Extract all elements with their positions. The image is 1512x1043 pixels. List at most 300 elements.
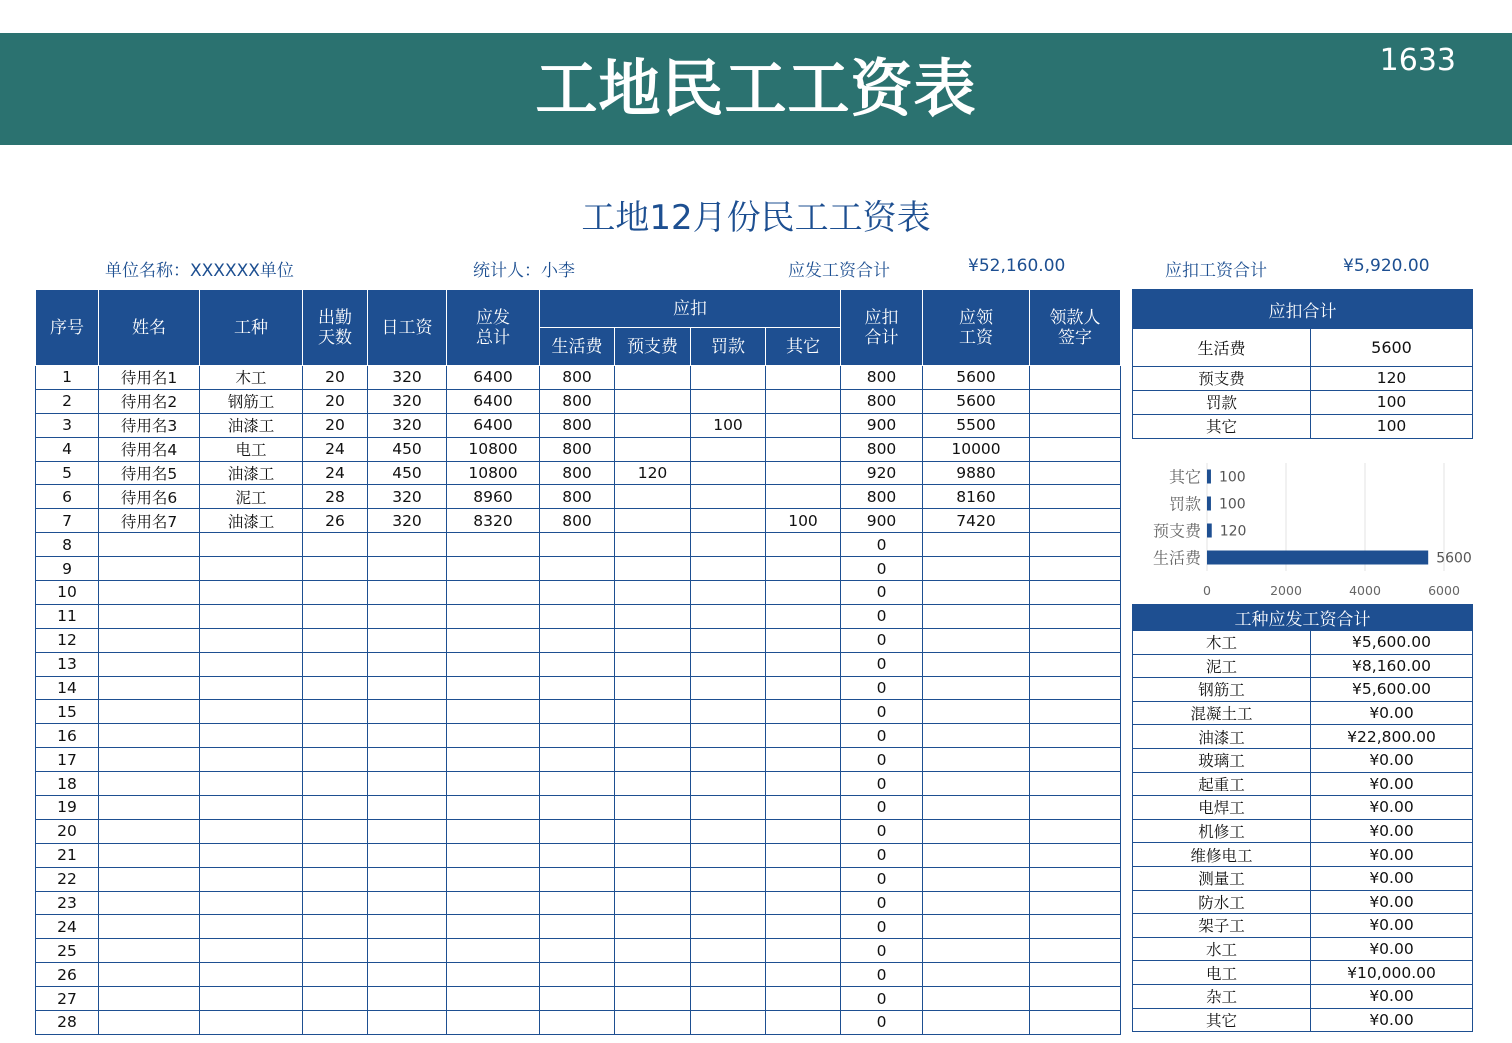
cell-daily-wage[interactable] xyxy=(368,867,447,891)
cell-fine[interactable] xyxy=(691,509,766,533)
cell-deduct-total[interactable]: 0 xyxy=(841,772,923,796)
cell-fine[interactable] xyxy=(691,700,766,724)
cell-signature[interactable] xyxy=(1030,628,1121,652)
cell-deduct-total[interactable]: 0 xyxy=(841,1011,923,1035)
cell-fine[interactable] xyxy=(691,963,766,987)
cell-other[interactable] xyxy=(766,581,841,605)
cell-gross-total[interactable]: 8960 xyxy=(447,485,540,509)
cell-seq[interactable]: 26 xyxy=(36,963,99,987)
cell-seq[interactable]: 7 xyxy=(36,509,99,533)
cell-gross-total[interactable]: 10800 xyxy=(447,461,540,485)
cell-net-wage[interactable] xyxy=(923,819,1030,843)
cell-living[interactable] xyxy=(540,939,615,963)
cell-name[interactable] xyxy=(99,700,200,724)
cell-daily-wage[interactable] xyxy=(368,772,447,796)
cell-deduct-total[interactable]: 0 xyxy=(841,700,923,724)
cell-days[interactable] xyxy=(303,1011,368,1035)
cell-daily-wage[interactable] xyxy=(368,652,447,676)
cell-living[interactable] xyxy=(540,867,615,891)
cell-signature[interactable] xyxy=(1030,676,1121,700)
cell-signature[interactable] xyxy=(1030,366,1121,390)
cell-advance[interactable] xyxy=(615,604,691,628)
cell-other[interactable] xyxy=(766,987,841,1011)
cell-seq[interactable]: 18 xyxy=(36,772,99,796)
cell-fine[interactable] xyxy=(691,748,766,772)
cell-gross-total[interactable] xyxy=(447,843,540,867)
cell-seq[interactable]: 6 xyxy=(36,485,99,509)
cell-daily-wage[interactable] xyxy=(368,676,447,700)
cell-fine[interactable] xyxy=(691,939,766,963)
cell-advance[interactable] xyxy=(615,724,691,748)
cell-fine[interactable] xyxy=(691,843,766,867)
cell-days[interactable] xyxy=(303,867,368,891)
cell-type[interactable] xyxy=(200,891,303,915)
cell-gross-total[interactable] xyxy=(447,604,540,628)
cell-deduct-total[interactable]: 0 xyxy=(841,963,923,987)
cell-gross-total[interactable] xyxy=(447,772,540,796)
cell-name[interactable]: 待用名4 xyxy=(99,437,200,461)
cell-seq[interactable]: 15 xyxy=(36,700,99,724)
cell-name[interactable] xyxy=(99,724,200,748)
cell-type[interactable]: 电工 xyxy=(200,437,303,461)
cell-living[interactable] xyxy=(540,724,615,748)
cell-daily-wage[interactable]: 320 xyxy=(368,389,447,413)
cell-signature[interactable] xyxy=(1030,581,1121,605)
cell-fine[interactable] xyxy=(691,581,766,605)
cell-name[interactable]: 待用名7 xyxy=(99,509,200,533)
cell-type[interactable] xyxy=(200,581,303,605)
cell-deduct-total[interactable]: 0 xyxy=(841,652,923,676)
cell-net-wage[interactable] xyxy=(923,557,1030,581)
cell-daily-wage[interactable] xyxy=(368,700,447,724)
cell-deduct-total[interactable]: 0 xyxy=(841,748,923,772)
cell-gross-total[interactable] xyxy=(447,700,540,724)
cell-daily-wage[interactable] xyxy=(368,557,447,581)
cell-signature[interactable] xyxy=(1030,413,1121,437)
cell-other[interactable] xyxy=(766,676,841,700)
cell-seq[interactable]: 13 xyxy=(36,652,99,676)
cell-days[interactable]: 28 xyxy=(303,485,368,509)
cell-signature[interactable] xyxy=(1030,724,1121,748)
cell-signature[interactable] xyxy=(1030,700,1121,724)
cell-signature[interactable] xyxy=(1030,437,1121,461)
cell-seq[interactable]: 4 xyxy=(36,437,99,461)
cell-seq[interactable]: 24 xyxy=(36,915,99,939)
cell-name[interactable] xyxy=(99,652,200,676)
cell-other[interactable] xyxy=(766,748,841,772)
cell-signature[interactable] xyxy=(1030,891,1121,915)
cell-gross-total[interactable] xyxy=(447,724,540,748)
cell-other[interactable] xyxy=(766,652,841,676)
cell-type[interactable]: 泥工 xyxy=(200,485,303,509)
cell-net-wage[interactable] xyxy=(923,867,1030,891)
cell-living[interactable] xyxy=(540,533,615,557)
cell-net-wage[interactable] xyxy=(923,533,1030,557)
cell-gross-total[interactable]: 6400 xyxy=(447,389,540,413)
cell-name[interactable] xyxy=(99,915,200,939)
cell-days[interactable] xyxy=(303,604,368,628)
cell-deduct-total[interactable]: 0 xyxy=(841,581,923,605)
cell-days[interactable] xyxy=(303,748,368,772)
cell-name[interactable] xyxy=(99,628,200,652)
cell-type[interactable]: 钢筋工 xyxy=(200,389,303,413)
cell-seq[interactable]: 8 xyxy=(36,533,99,557)
cell-deduct-total[interactable]: 0 xyxy=(841,628,923,652)
cell-fine[interactable] xyxy=(691,366,766,390)
cell-other[interactable] xyxy=(766,867,841,891)
cell-days[interactable] xyxy=(303,843,368,867)
cell-fine[interactable] xyxy=(691,915,766,939)
cell-signature[interactable] xyxy=(1030,748,1121,772)
cell-days[interactable] xyxy=(303,796,368,820)
cell-daily-wage[interactable]: 320 xyxy=(368,413,447,437)
cell-name[interactable]: 待用名5 xyxy=(99,461,200,485)
cell-other[interactable] xyxy=(766,366,841,390)
cell-daily-wage[interactable]: 320 xyxy=(368,366,447,390)
cell-name[interactable] xyxy=(99,581,200,605)
cell-name[interactable] xyxy=(99,867,200,891)
cell-fine[interactable] xyxy=(691,628,766,652)
cell-deduct-total[interactable]: 0 xyxy=(841,843,923,867)
cell-name[interactable] xyxy=(99,1011,200,1035)
cell-type[interactable] xyxy=(200,748,303,772)
cell-living[interactable] xyxy=(540,581,615,605)
cell-deduct-total[interactable]: 800 xyxy=(841,389,923,413)
cell-seq[interactable]: 20 xyxy=(36,819,99,843)
cell-days[interactable] xyxy=(303,700,368,724)
cell-fine[interactable] xyxy=(691,867,766,891)
cell-living[interactable] xyxy=(540,819,615,843)
cell-other[interactable]: 100 xyxy=(766,509,841,533)
cell-seq[interactable]: 1 xyxy=(36,366,99,390)
cell-name[interactable]: 待用名3 xyxy=(99,413,200,437)
cell-other[interactable] xyxy=(766,389,841,413)
cell-seq[interactable]: 14 xyxy=(36,676,99,700)
cell-advance[interactable] xyxy=(615,963,691,987)
cell-gross-total[interactable] xyxy=(447,915,540,939)
cell-living[interactable] xyxy=(540,987,615,1011)
cell-signature[interactable] xyxy=(1030,987,1121,1011)
cell-seq[interactable]: 23 xyxy=(36,891,99,915)
cell-fine[interactable] xyxy=(691,772,766,796)
cell-deduct-total[interactable]: 900 xyxy=(841,413,923,437)
cell-name[interactable]: 待用名1 xyxy=(99,366,200,390)
cell-name[interactable] xyxy=(99,748,200,772)
cell-other[interactable] xyxy=(766,533,841,557)
cell-living[interactable]: 800 xyxy=(540,485,615,509)
cell-advance[interactable] xyxy=(615,413,691,437)
cell-advance[interactable] xyxy=(615,485,691,509)
cell-deduct-total[interactable]: 0 xyxy=(841,676,923,700)
cell-net-wage[interactable] xyxy=(923,891,1030,915)
cell-fine[interactable] xyxy=(691,389,766,413)
cell-deduct-total[interactable]: 0 xyxy=(841,915,923,939)
cell-fine[interactable] xyxy=(691,891,766,915)
cell-gross-total[interactable] xyxy=(447,963,540,987)
cell-other[interactable] xyxy=(766,700,841,724)
cell-type[interactable] xyxy=(200,557,303,581)
cell-net-wage[interactable] xyxy=(923,676,1030,700)
cell-type[interactable] xyxy=(200,867,303,891)
cell-gross-total[interactable] xyxy=(447,557,540,581)
cell-seq[interactable]: 12 xyxy=(36,628,99,652)
cell-fine[interactable] xyxy=(691,819,766,843)
cell-type[interactable] xyxy=(200,676,303,700)
cell-gross-total[interactable] xyxy=(447,676,540,700)
cell-advance[interactable] xyxy=(615,389,691,413)
cell-signature[interactable] xyxy=(1030,843,1121,867)
cell-daily-wage[interactable] xyxy=(368,604,447,628)
cell-fine[interactable] xyxy=(691,796,766,820)
cell-type[interactable] xyxy=(200,772,303,796)
cell-daily-wage[interactable] xyxy=(368,581,447,605)
cell-type[interactable]: 油漆工 xyxy=(200,509,303,533)
cell-net-wage[interactable]: 5600 xyxy=(923,366,1030,390)
cell-type[interactable] xyxy=(200,963,303,987)
cell-living[interactable] xyxy=(540,843,615,867)
cell-net-wage[interactable] xyxy=(923,963,1030,987)
cell-name[interactable] xyxy=(99,843,200,867)
cell-living[interactable] xyxy=(540,676,615,700)
cell-gross-total[interactable] xyxy=(447,987,540,1011)
cell-other[interactable] xyxy=(766,461,841,485)
cell-advance[interactable] xyxy=(615,796,691,820)
cell-advance[interactable] xyxy=(615,891,691,915)
cell-fine[interactable] xyxy=(691,652,766,676)
cell-daily-wage[interactable] xyxy=(368,891,447,915)
cell-gross-total[interactable] xyxy=(447,1011,540,1035)
cell-seq[interactable]: 25 xyxy=(36,939,99,963)
cell-name[interactable] xyxy=(99,772,200,796)
cell-seq[interactable]: 27 xyxy=(36,987,99,1011)
cell-seq[interactable]: 9 xyxy=(36,557,99,581)
cell-seq[interactable]: 28 xyxy=(36,1011,99,1035)
cell-days[interactable] xyxy=(303,915,368,939)
cell-type[interactable] xyxy=(200,700,303,724)
cell-fine[interactable] xyxy=(691,533,766,557)
cell-seq[interactable]: 2 xyxy=(36,389,99,413)
cell-days[interactable]: 20 xyxy=(303,413,368,437)
cell-net-wage[interactable]: 8160 xyxy=(923,485,1030,509)
cell-living[interactable]: 800 xyxy=(540,413,615,437)
cell-daily-wage[interactable]: 320 xyxy=(368,509,447,533)
cell-name[interactable] xyxy=(99,963,200,987)
cell-gross-total[interactable] xyxy=(447,891,540,915)
cell-other[interactable] xyxy=(766,1011,841,1035)
cell-advance[interactable] xyxy=(615,652,691,676)
cell-type[interactable] xyxy=(200,987,303,1011)
cell-other[interactable] xyxy=(766,628,841,652)
cell-advance[interactable] xyxy=(615,533,691,557)
cell-fine[interactable]: 100 xyxy=(691,413,766,437)
cell-fine[interactable] xyxy=(691,676,766,700)
cell-days[interactable]: 26 xyxy=(303,509,368,533)
cell-gross-total[interactable] xyxy=(447,748,540,772)
cell-daily-wage[interactable]: 450 xyxy=(368,461,447,485)
cell-days[interactable] xyxy=(303,939,368,963)
cell-deduct-total[interactable]: 0 xyxy=(841,819,923,843)
cell-signature[interactable] xyxy=(1030,939,1121,963)
cell-days[interactable]: 20 xyxy=(303,389,368,413)
cell-living[interactable] xyxy=(540,772,615,796)
cell-deduct-total[interactable]: 0 xyxy=(841,724,923,748)
cell-type[interactable] xyxy=(200,843,303,867)
cell-advance[interactable] xyxy=(615,939,691,963)
cell-name[interactable] xyxy=(99,819,200,843)
cell-name[interactable] xyxy=(99,533,200,557)
cell-deduct-total[interactable]: 0 xyxy=(841,604,923,628)
cell-days[interactable] xyxy=(303,628,368,652)
cell-deduct-total[interactable]: 0 xyxy=(841,867,923,891)
cell-living[interactable] xyxy=(540,652,615,676)
cell-type[interactable] xyxy=(200,604,303,628)
cell-daily-wage[interactable]: 320 xyxy=(368,485,447,509)
cell-gross-total[interactable] xyxy=(447,533,540,557)
cell-name[interactable] xyxy=(99,939,200,963)
cell-daily-wage[interactable] xyxy=(368,963,447,987)
cell-other[interactable] xyxy=(766,939,841,963)
cell-net-wage[interactable] xyxy=(923,915,1030,939)
cell-daily-wage[interactable] xyxy=(368,748,447,772)
cell-signature[interactable] xyxy=(1030,867,1121,891)
cell-fine[interactable] xyxy=(691,1011,766,1035)
cell-type[interactable]: 木工 xyxy=(200,366,303,390)
cell-signature[interactable] xyxy=(1030,533,1121,557)
cell-advance[interactable] xyxy=(615,509,691,533)
cell-net-wage[interactable] xyxy=(923,796,1030,820)
cell-seq[interactable]: 10 xyxy=(36,581,99,605)
cell-signature[interactable] xyxy=(1030,819,1121,843)
cell-seq[interactable]: 21 xyxy=(36,843,99,867)
cell-fine[interactable] xyxy=(691,437,766,461)
cell-advance[interactable] xyxy=(615,700,691,724)
cell-net-wage[interactable] xyxy=(923,772,1030,796)
cell-net-wage[interactable] xyxy=(923,748,1030,772)
cell-daily-wage[interactable] xyxy=(368,724,447,748)
cell-daily-wage[interactable] xyxy=(368,1011,447,1035)
cell-living[interactable] xyxy=(540,796,615,820)
cell-deduct-total[interactable]: 0 xyxy=(841,557,923,581)
cell-other[interactable] xyxy=(766,557,841,581)
cell-days[interactable] xyxy=(303,533,368,557)
cell-daily-wage[interactable] xyxy=(368,987,447,1011)
cell-net-wage[interactable] xyxy=(923,987,1030,1011)
cell-deduct-total[interactable]: 0 xyxy=(841,939,923,963)
cell-signature[interactable] xyxy=(1030,915,1121,939)
cell-net-wage[interactable] xyxy=(923,843,1030,867)
cell-living[interactable]: 800 xyxy=(540,437,615,461)
cell-living[interactable]: 800 xyxy=(540,461,615,485)
cell-name[interactable] xyxy=(99,987,200,1011)
cell-other[interactable] xyxy=(766,772,841,796)
cell-gross-total[interactable] xyxy=(447,939,540,963)
cell-gross-total[interactable] xyxy=(447,652,540,676)
cell-advance[interactable] xyxy=(615,628,691,652)
cell-living[interactable] xyxy=(540,700,615,724)
cell-other[interactable] xyxy=(766,796,841,820)
cell-daily-wage[interactable]: 450 xyxy=(368,437,447,461)
cell-type[interactable] xyxy=(200,939,303,963)
cell-name[interactable] xyxy=(99,557,200,581)
cell-deduct-total[interactable]: 800 xyxy=(841,437,923,461)
cell-living[interactable]: 800 xyxy=(540,366,615,390)
cell-other[interactable] xyxy=(766,724,841,748)
cell-type[interactable]: 油漆工 xyxy=(200,461,303,485)
cell-living[interactable] xyxy=(540,557,615,581)
cell-gross-total[interactable] xyxy=(447,819,540,843)
cell-daily-wage[interactable] xyxy=(368,843,447,867)
cell-seq[interactable]: 16 xyxy=(36,724,99,748)
cell-fine[interactable] xyxy=(691,485,766,509)
cell-gross-total[interactable]: 6400 xyxy=(447,366,540,390)
cell-other[interactable] xyxy=(766,819,841,843)
cell-days[interactable] xyxy=(303,557,368,581)
cell-net-wage[interactable] xyxy=(923,700,1030,724)
cell-gross-total[interactable] xyxy=(447,867,540,891)
cell-other[interactable] xyxy=(766,485,841,509)
cell-fine[interactable] xyxy=(691,461,766,485)
cell-days[interactable] xyxy=(303,891,368,915)
cell-signature[interactable] xyxy=(1030,557,1121,581)
cell-signature[interactable] xyxy=(1030,772,1121,796)
cell-signature[interactable] xyxy=(1030,389,1121,413)
cell-deduct-total[interactable]: 920 xyxy=(841,461,923,485)
cell-other[interactable] xyxy=(766,413,841,437)
cell-other[interactable] xyxy=(766,915,841,939)
cell-type[interactable] xyxy=(200,1011,303,1035)
cell-days[interactable] xyxy=(303,724,368,748)
cell-seq[interactable]: 22 xyxy=(36,867,99,891)
cell-type[interactable] xyxy=(200,724,303,748)
cell-signature[interactable] xyxy=(1030,963,1121,987)
cell-living[interactable] xyxy=(540,604,615,628)
cell-living[interactable] xyxy=(540,748,615,772)
cell-type[interactable] xyxy=(200,796,303,820)
cell-advance[interactable] xyxy=(615,819,691,843)
cell-other[interactable] xyxy=(766,963,841,987)
cell-seq[interactable]: 19 xyxy=(36,796,99,820)
cell-days[interactable]: 20 xyxy=(303,366,368,390)
cell-signature[interactable] xyxy=(1030,796,1121,820)
cell-net-wage[interactable] xyxy=(923,1011,1030,1035)
cell-type[interactable]: 油漆工 xyxy=(200,413,303,437)
cell-days[interactable] xyxy=(303,772,368,796)
cell-days[interactable] xyxy=(303,581,368,605)
cell-net-wage[interactable]: 7420 xyxy=(923,509,1030,533)
cell-signature[interactable] xyxy=(1030,652,1121,676)
cell-advance[interactable] xyxy=(615,867,691,891)
cell-daily-wage[interactable] xyxy=(368,796,447,820)
cell-days[interactable] xyxy=(303,987,368,1011)
cell-living[interactable] xyxy=(540,628,615,652)
cell-net-wage[interactable] xyxy=(923,724,1030,748)
cell-advance[interactable] xyxy=(615,557,691,581)
cell-signature[interactable] xyxy=(1030,485,1121,509)
cell-living[interactable]: 800 xyxy=(540,509,615,533)
cell-fine[interactable] xyxy=(691,987,766,1011)
cell-name[interactable] xyxy=(99,604,200,628)
cell-gross-total[interactable]: 6400 xyxy=(447,413,540,437)
cell-name[interactable] xyxy=(99,676,200,700)
cell-advance[interactable] xyxy=(615,1011,691,1035)
cell-advance[interactable] xyxy=(615,437,691,461)
cell-gross-total[interactable] xyxy=(447,628,540,652)
cell-name[interactable]: 待用名2 xyxy=(99,389,200,413)
cell-seq[interactable]: 5 xyxy=(36,461,99,485)
cell-seq[interactable]: 17 xyxy=(36,748,99,772)
cell-daily-wage[interactable] xyxy=(368,819,447,843)
cell-deduct-total[interactable]: 900 xyxy=(841,509,923,533)
